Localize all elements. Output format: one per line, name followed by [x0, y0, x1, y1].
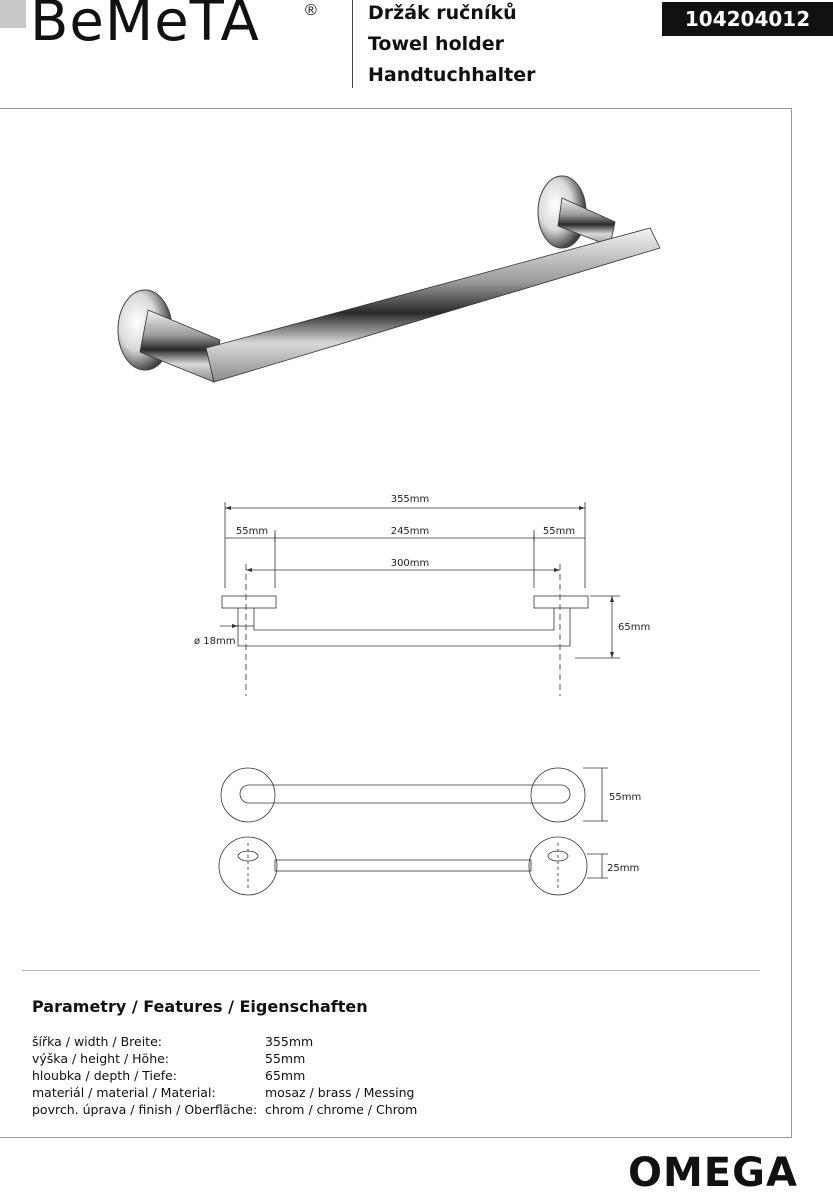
feature-label-height: výška / height / Höhe:: [32, 1051, 170, 1066]
technical-drawing: [180, 488, 660, 908]
dim-total-label: 355mm: [390, 494, 430, 505]
feature-value-depth: 65mm: [265, 1068, 306, 1083]
title-english: Towel holder: [368, 33, 505, 55]
dim-centers-label: 300mm: [390, 558, 430, 569]
feature-value-width: 355mm: [265, 1034, 314, 1049]
feature-label-material: materiál / material / Material:: [32, 1085, 216, 1100]
brand-logo: BeMeTA: [30, 0, 260, 54]
title-czech: Držák ručníků: [368, 2, 517, 24]
registered-mark: ®: [305, 2, 317, 19]
dim-thickness-label: 25mm: [607, 863, 640, 874]
dim-depth-label: 65mm: [618, 622, 651, 633]
feature-label-width: šířka / width / Breite:: [32, 1034, 162, 1049]
series-name: OMEGA: [628, 1150, 798, 1196]
features-heading: Parametry / Features / Eigenschaften: [32, 997, 368, 1016]
product-code-badge: 104204012: [662, 2, 833, 36]
dim-height-label: 55mm: [609, 792, 642, 803]
dim-left-label: 55mm: [235, 526, 269, 537]
features-separator: [22, 970, 760, 971]
title-german: Handtuchhalter: [368, 64, 536, 86]
product-image: [110, 160, 670, 390]
feature-label-depth: hloubka / depth / Tiefe:: [32, 1068, 177, 1083]
feature-value-height: 55mm: [265, 1051, 306, 1066]
header-divider: [352, 0, 353, 88]
feature-value-finish: chrom / chrome / Chrom: [265, 1102, 418, 1117]
dim-right-label: 55mm: [542, 526, 576, 537]
feature-value-material: mosaz / brass / Messing: [265, 1085, 415, 1100]
dim-diameter-label: ø 18mm: [194, 636, 236, 647]
logo-square-icon: [0, 0, 26, 28]
feature-label-finish: povrch. úprava / finish / Oberfläche:: [32, 1102, 258, 1117]
dim-mid-label: 245mm: [390, 526, 430, 537]
